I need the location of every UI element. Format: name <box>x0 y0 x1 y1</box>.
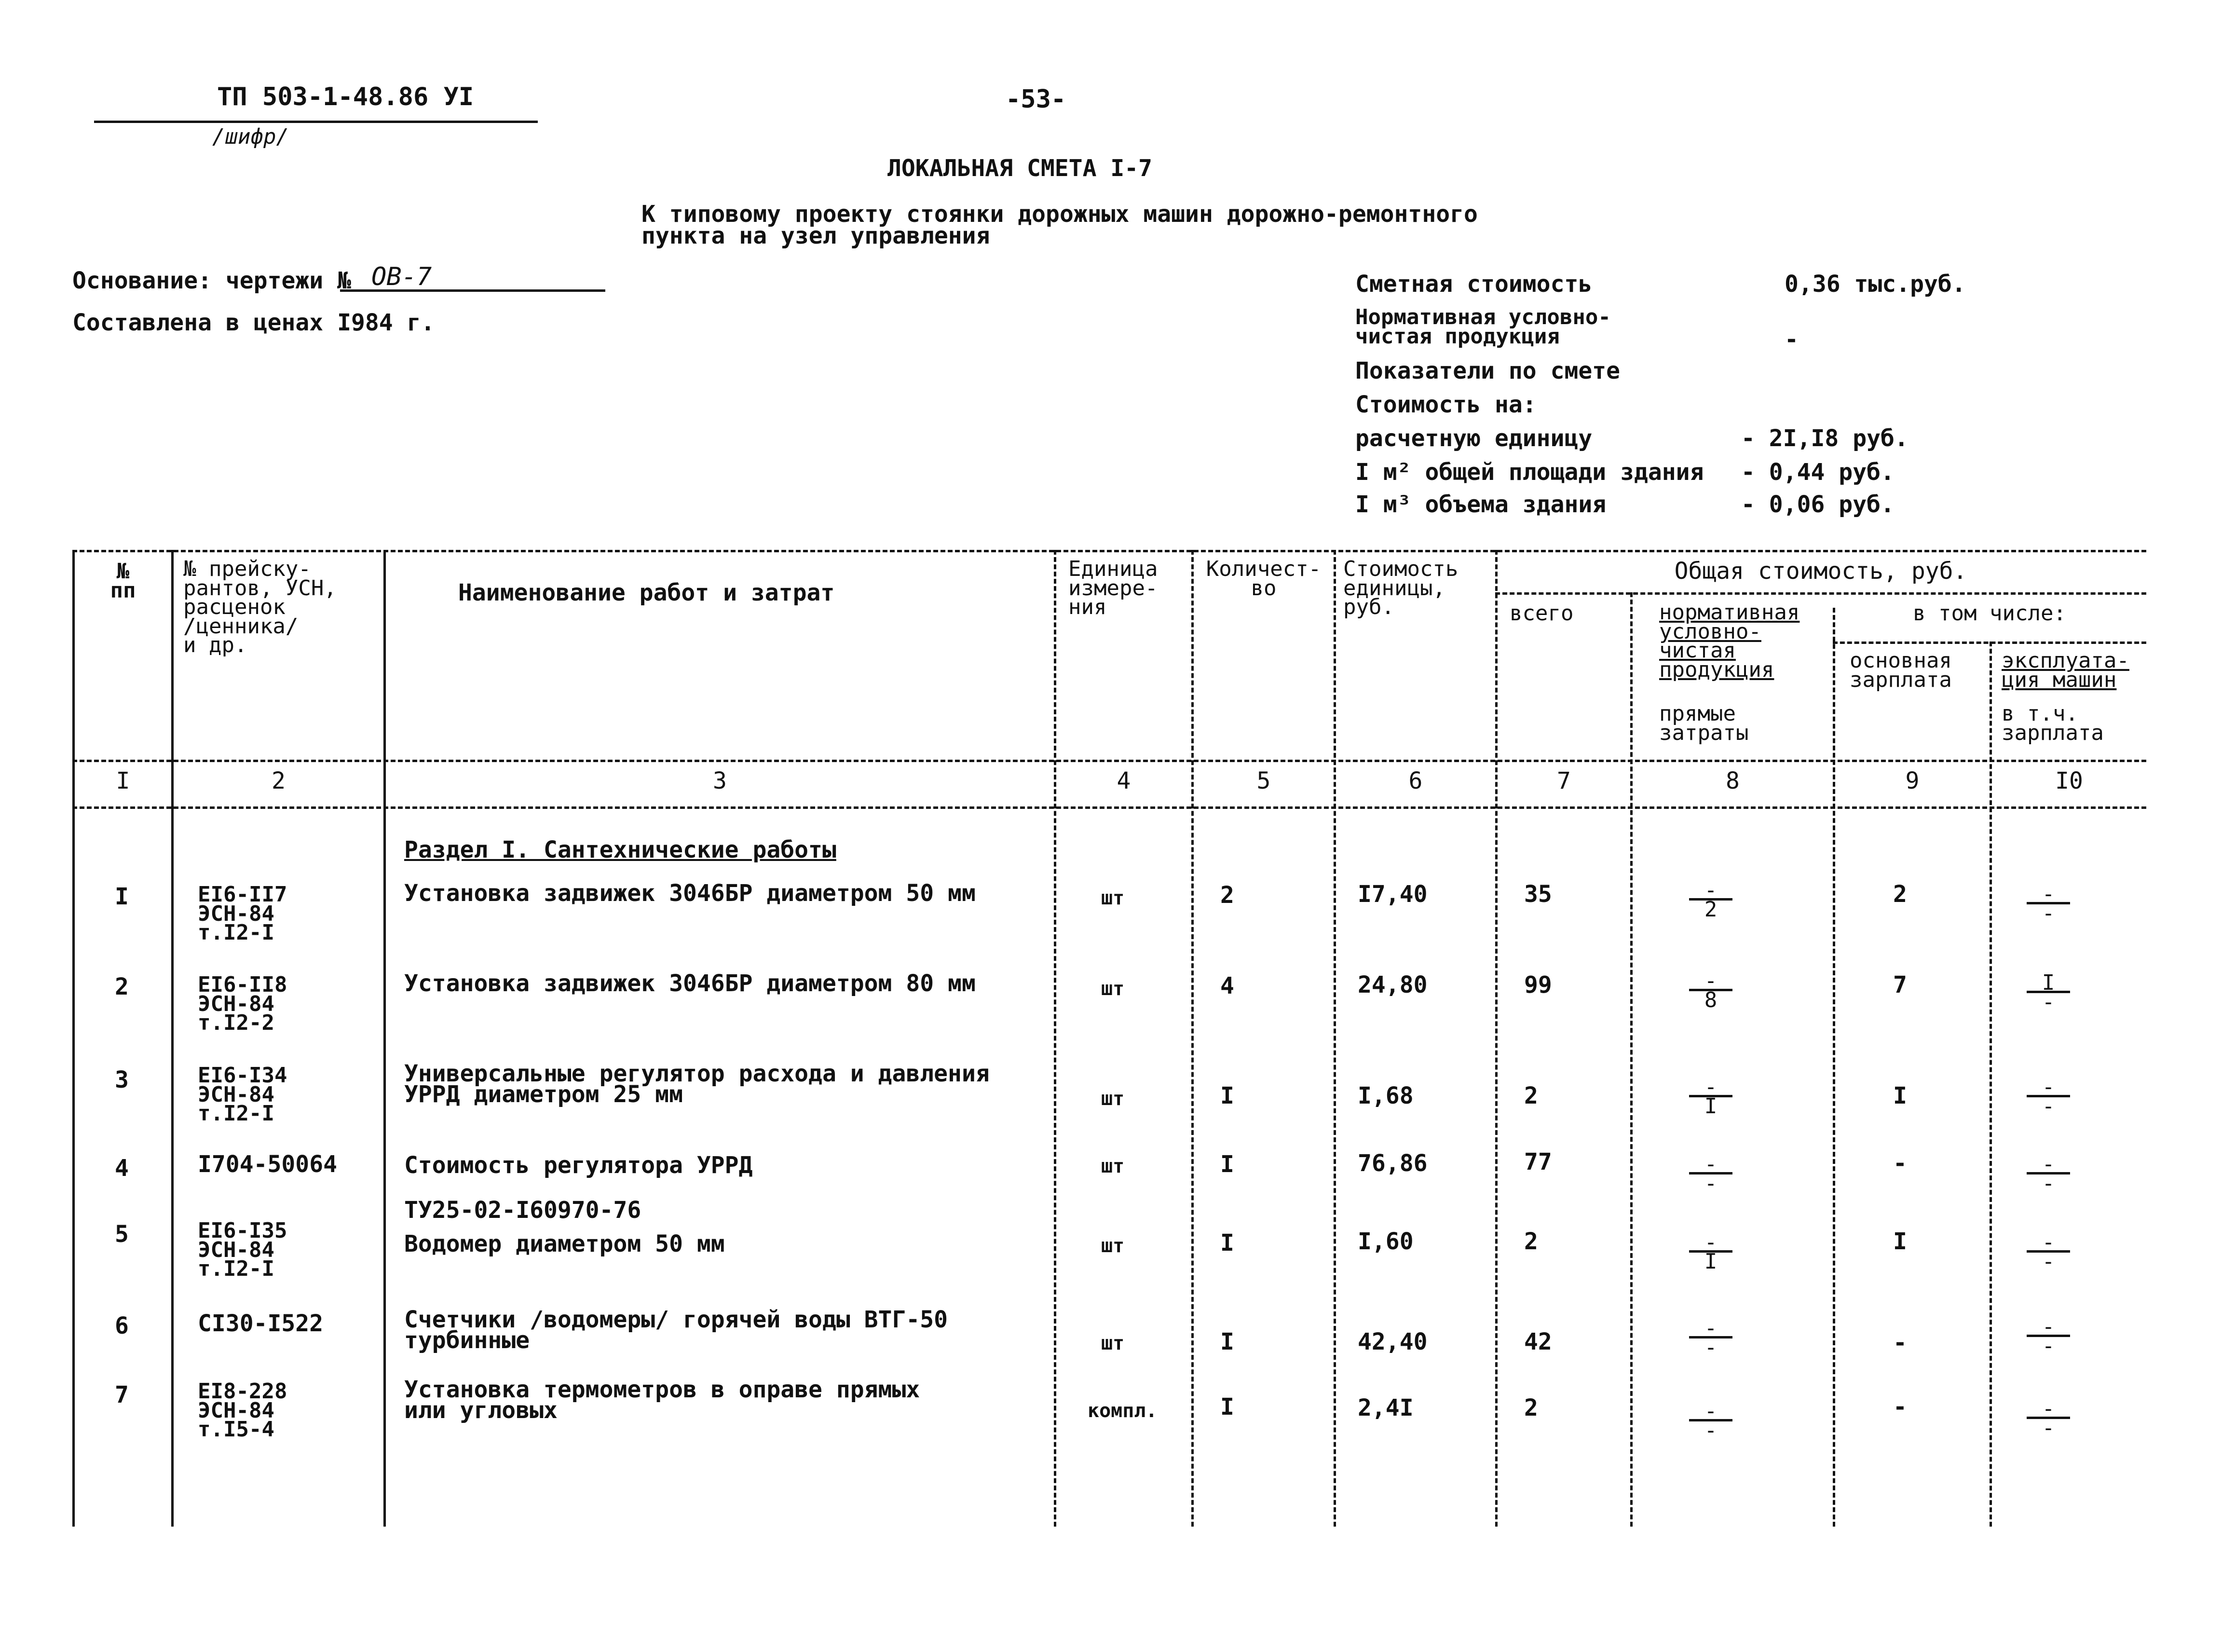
fraction-numerator: - <box>2042 1075 2055 1099</box>
colnum-6: 6 <box>1408 767 1423 794</box>
basis-value: ОВ-7 <box>371 262 432 291</box>
cipher-label: /шифр/ <box>212 124 289 149</box>
header-machines-salary: в т.ч. зарплата <box>2002 701 2104 745</box>
fraction-denominator: - <box>2042 1094 2055 1119</box>
summary-label-unit: расчетную единицу <box>1355 425 1593 452</box>
code-underline <box>94 121 538 123</box>
fraction-numerator: - <box>1704 1230 1718 1255</box>
row-salary: I <box>1893 1082 1907 1109</box>
header-direct-costs: прямые затраты <box>1659 701 1749 745</box>
row-unit: шт <box>1101 1155 1125 1177</box>
subtitle-line-1: К типовому проекту стоянки дорожных машин дорожно-ремонтного <box>641 201 1478 228</box>
row-price: 76,86 <box>1358 1150 1428 1177</box>
row-total: 42 <box>1524 1328 1552 1355</box>
prices-note: Составлена в ценах I984 г. <box>72 309 435 336</box>
header-total: всего <box>1510 601 1574 626</box>
row-name: Установка термометров в оправе прямых или угловых <box>404 1376 920 1424</box>
fraction-denominator: - <box>2042 990 2055 1014</box>
colnum-9: 9 <box>1905 767 1920 794</box>
row-salary: 7 <box>1893 971 1907 998</box>
col-rule-2 <box>383 550 386 1527</box>
row-unit: шт <box>1101 978 1125 1000</box>
subtitle-line-2: пункта на узел управления <box>641 222 990 249</box>
header-name: Наименование работ и затрат <box>458 579 835 606</box>
row-code: ЕI6-I34 ЭСН-84 т.I2-I <box>198 1063 287 1126</box>
row-number: 6 <box>115 1312 129 1339</box>
header-nucp: нормативная условно- чистая продукция <box>1659 600 1800 682</box>
row-salary: - <box>1893 1150 1907 1177</box>
col-rule-0 <box>72 550 75 1527</box>
summary-value-volume: - 0,06 руб. <box>1741 491 1895 518</box>
summary-value-nucp: - <box>1785 326 1799 353</box>
colnum-3: 3 <box>713 767 727 794</box>
fraction-denominator: - <box>1704 1335 1718 1360</box>
summary-label-volume: I м³ объема здания <box>1355 491 1607 518</box>
row-code: ЕI8-228 ЭСН-84 т.I5-4 <box>198 1379 287 1442</box>
row-name: Водомер диаметром 50 мм <box>404 1230 725 1257</box>
row-qty: I <box>1220 1229 1234 1256</box>
row-name-pre: ТУ25-02-I60970-76 <box>404 1197 641 1224</box>
fraction-numerator: - <box>1704 1075 1718 1099</box>
row-salary: - <box>1893 1393 1907 1420</box>
row-price: I7,40 <box>1358 881 1428 908</box>
col-rule-6 <box>1495 550 1498 1527</box>
row-name: Установка задвижек 3046БР диаметром 50 мм <box>404 880 976 907</box>
row-code: I704-50064 <box>198 1151 337 1178</box>
summary-label-cost-per: Стоимость на: <box>1355 391 1537 418</box>
fraction-numerator: - <box>2042 882 2055 906</box>
row-number: 2 <box>115 973 129 1000</box>
fraction-denominator: - <box>2042 901 2055 926</box>
row-number: 7 <box>115 1381 129 1408</box>
row-name: Счетчики /водомеры/ горячей воды ВТГ-50 турбинные <box>404 1306 948 1354</box>
colnum-2: 2 <box>272 767 286 794</box>
col-rule-7 <box>1630 592 1633 1527</box>
row-qty: 4 <box>1220 972 1234 999</box>
row-number: 4 <box>115 1155 129 1182</box>
summary-label-nucp: Нормативная условно- чистая продукция <box>1355 305 1611 349</box>
row-unit: шт <box>1101 1332 1125 1354</box>
fraction-numerator: - <box>1704 878 1718 902</box>
header-machines: эксплуата- ция машин <box>2002 648 2129 692</box>
row-salary: 2 <box>1893 881 1907 908</box>
row-total: 77 <box>1524 1148 1552 1175</box>
row-salary: I <box>1893 1228 1907 1255</box>
fraction-denominator: - <box>2042 1416 2055 1440</box>
row-total: 2 <box>1524 1082 1538 1109</box>
fraction-numerator: - <box>1704 969 1718 993</box>
row-salary: - <box>1893 1329 1907 1356</box>
colnum-7: 7 <box>1557 767 1571 794</box>
fraction-numerator: - <box>2042 1314 2055 1339</box>
row-unit: шт <box>1101 1235 1125 1257</box>
row-number: I <box>115 883 129 910</box>
page-number: -53- <box>1006 85 1066 114</box>
colnum-5: 5 <box>1256 767 1271 794</box>
header-num: № пп <box>110 559 136 603</box>
row-total: 2 <box>1524 1394 1538 1421</box>
row-number: 3 <box>115 1066 129 1093</box>
col-rule-8 <box>1833 608 1835 1527</box>
row-number: 5 <box>115 1221 129 1248</box>
row-qty: I <box>1220 1393 1234 1420</box>
summary-value-area: - 0,44 руб. <box>1741 459 1895 486</box>
fraction-denominator: I <box>1704 1249 1718 1274</box>
row-code: ЕI6-II7 ЭСН-84 т.I2-I <box>198 882 287 945</box>
fraction-denominator: 2 <box>1704 897 1718 922</box>
colnum-4: 4 <box>1117 767 1131 794</box>
row-unit: шт <box>1101 1088 1125 1110</box>
fraction-denominator: - <box>2042 1171 2055 1196</box>
colnum-1: I <box>116 767 130 794</box>
fraction-numerator: - <box>1704 1399 1718 1423</box>
header-including: в том числе: <box>1913 601 2066 626</box>
row-name: Универсальные регулятор расхода и давления УРРД диаметром 25 мм <box>404 1060 990 1108</box>
row-qty: I <box>1220 1082 1234 1109</box>
summary-value-cost: 0,36 тыс.руб. <box>1785 271 1966 298</box>
row-qty: 2 <box>1220 882 1234 909</box>
colnum-10: I0 <box>2055 767 2083 794</box>
row-total: 2 <box>1524 1228 1538 1255</box>
fraction-numerator: I <box>2042 970 2055 995</box>
project-code: ТП 503-1-48.86 УI <box>217 82 474 111</box>
header-price: Стоимость единицы, руб. <box>1343 557 1459 620</box>
col-rule-5 <box>1334 550 1336 1527</box>
row-code: ЕI6-II8 ЭСН-84 т.I2-2 <box>198 972 287 1036</box>
row-total: 35 <box>1524 881 1552 908</box>
row-price: 2,4I <box>1358 1394 1414 1421</box>
header-code: № прейску- рантов, УСН, расценок /ценника/ и др. <box>183 557 337 658</box>
fraction-denominator: - <box>2042 1334 2055 1358</box>
colnum-8: 8 <box>1726 767 1740 794</box>
fraction-denominator: - <box>2042 1249 2055 1274</box>
header-unit: Единица измере- ния <box>1068 557 1158 620</box>
row-price: 24,80 <box>1358 971 1428 998</box>
estimate-title: ЛОКАЛЬНАЯ СМЕТА I-7 <box>887 155 1153 182</box>
header-qty: Количест- во <box>1206 557 1322 601</box>
row-qty: I <box>1220 1328 1234 1355</box>
row-name: Установка задвижек 3046БР диаметром 80 мм <box>404 970 976 997</box>
fraction-denominator: 8 <box>1704 988 1718 1012</box>
row-total: 99 <box>1524 971 1552 998</box>
summary-label-area: I м² общей площади здания <box>1355 459 1704 486</box>
section-title: Раздел I. Сантехнические работы <box>404 836 836 863</box>
header-total-group: Общая стоимость, руб. <box>1674 558 1967 585</box>
row-unit: шт <box>1101 887 1125 909</box>
col-rule-4 <box>1191 550 1194 1527</box>
basis-label: Основание: чертежи № <box>72 267 351 294</box>
row-price: 42,40 <box>1358 1328 1428 1355</box>
row-code: ЕI6-I35 ЭСН-84 т.I2-I <box>198 1218 287 1282</box>
row-qty: I <box>1220 1151 1234 1178</box>
summary-value-unit: - 2I,I8 руб. <box>1741 425 1908 452</box>
total-group-rule <box>1495 592 2146 595</box>
fraction-numerator: - <box>2042 1230 2055 1255</box>
row-code: СI30-I522 <box>198 1310 324 1337</box>
row-price: I,68 <box>1358 1082 1414 1109</box>
fraction-numerator: - <box>1704 1152 1718 1176</box>
fraction-denominator: - <box>1704 1418 1718 1443</box>
fraction-denominator: - <box>1704 1171 1718 1196</box>
summary-label-indicators: Показатели по смете <box>1355 357 1621 384</box>
row-unit: компл. <box>1088 1400 1158 1422</box>
fraction-numerator: - <box>2042 1396 2055 1421</box>
row-name: Стоимость регулятора УРРД <box>404 1152 753 1179</box>
basis-underline <box>340 289 605 292</box>
fraction-denominator: I <box>1704 1094 1718 1119</box>
fraction-numerator: - <box>1704 1316 1718 1340</box>
col-rule-1 <box>171 550 174 1527</box>
header-base-salary: основная зарплата <box>1850 648 1952 692</box>
row-price: I,60 <box>1358 1228 1414 1255</box>
summary-label-cost: Сметная стоимость <box>1355 271 1593 298</box>
col-rule-3 <box>1054 550 1056 1527</box>
fraction-numerator: - <box>2042 1152 2055 1176</box>
